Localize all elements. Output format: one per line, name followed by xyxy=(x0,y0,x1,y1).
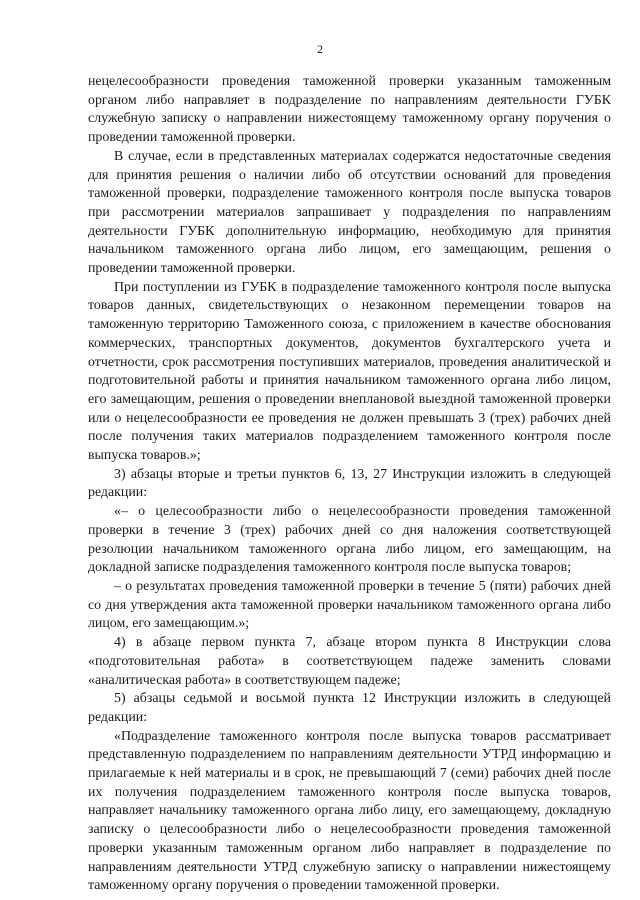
paragraph: 4) в абзаце первом пункта 7, абзаце втором пункта 8 Инструкции слова «подготовительная работа» в соответствующем падеже заменить словами «аналитическая работа» в соответствующем падеже; xyxy=(88,635,611,688)
paragraph: 3) абзацы вторые и третьи пунктов 6, 13, 27 Инструкции изложить в следующей редакции: xyxy=(88,466,611,501)
paragraph: В случае, если в представленных материалах содержатся недостаточные сведения для принятия решения о наличии либо об отсутствии оснований для проведения таможенной проверки, подразделение таможенного контроля после выпуска товаров при рассмотрении материалов запрашивает у подразделения по направлениям деятельности ГУБК дополнительную информацию, необходимую для принятия начальником таможенного органа либо лицом, его замещающим, решения о проведении таможенной проверки. xyxy=(88,148,611,277)
document-body xyxy=(88,73,611,896)
page-number: 2 xyxy=(317,42,323,56)
paragraph: «– о целесообразности либо о нецелесообразности проведения таможенной проверки в течение 3 (трех) рабочих дней со дня наложения соответствующей резолюции начальником таможенного органа либо лицом, его замещающим, на докладной записке подразделения таможенного контроля после выпуска товаров; xyxy=(88,504,611,576)
paragraph: 5) абзацы седьмой и восьмой пункта 12 Инструкции изложить в следующей редакции: xyxy=(88,691,611,725)
paragraph: «Подразделение таможенного контроля после выпуска товаров рассматривает представленную подразделением по направлениям деятельности УТРД информацию и прилагаемые к ней материалы и в срок, не превышающий 7 (семи) рабочих дней после их получения подразделением таможенного контроля после выпуска товаров, направляет начальнику таможенного органа либо лицу, его замещающему, докладную записку о целесообразности либо о нецелесообразности проведения таможенной проверки указанным таможенным органом либо направляет в подразделение по направлениям деятельности УТРД служебную записку о направлении нижестоящему таможенному органу поручения о проведении таможенной проверки. xyxy=(88,728,611,894)
paragraph: При поступлении из ГУБК в подразделение таможенного контроля после выпуска товаров данных, свидетельствующих о незаконном перемещении товаров на таможенную территорию Таможенного союза, с приложением в качестве обоснования коммерческих, транспортных документов, документов бухгалтерского учета и отчетности, срок рассмотрения поступивших материалов, проведения аналитической и подготовительной работы и принятия начальником таможенного органа либо лицом, его замещающим, решения о проведении внеплановой выездной таможенной проверки или о нецелесообразности ее проведения не должен превышать 3 (трех) рабочих дней после получения таких материалов подразделением таможенного контроля после выпуска товаров.»; xyxy=(88,279,611,464)
paragraph: – о результатах проведения таможенной проверки в течение 5 (пяти) рабочих дней со дня утверждения акта таможенной проверки начальником таможенного органа либо лицом, его замещающим.»; xyxy=(88,578,611,632)
paragraph: нецелесообразности проведения таможенной проверки указанным таможенным органом либо направляет в подразделение по направлениям деятельности ГУБК служебную записку о направлении нижестоящему таможенному органу поручения о проведении таможенной проверки. xyxy=(88,74,611,146)
